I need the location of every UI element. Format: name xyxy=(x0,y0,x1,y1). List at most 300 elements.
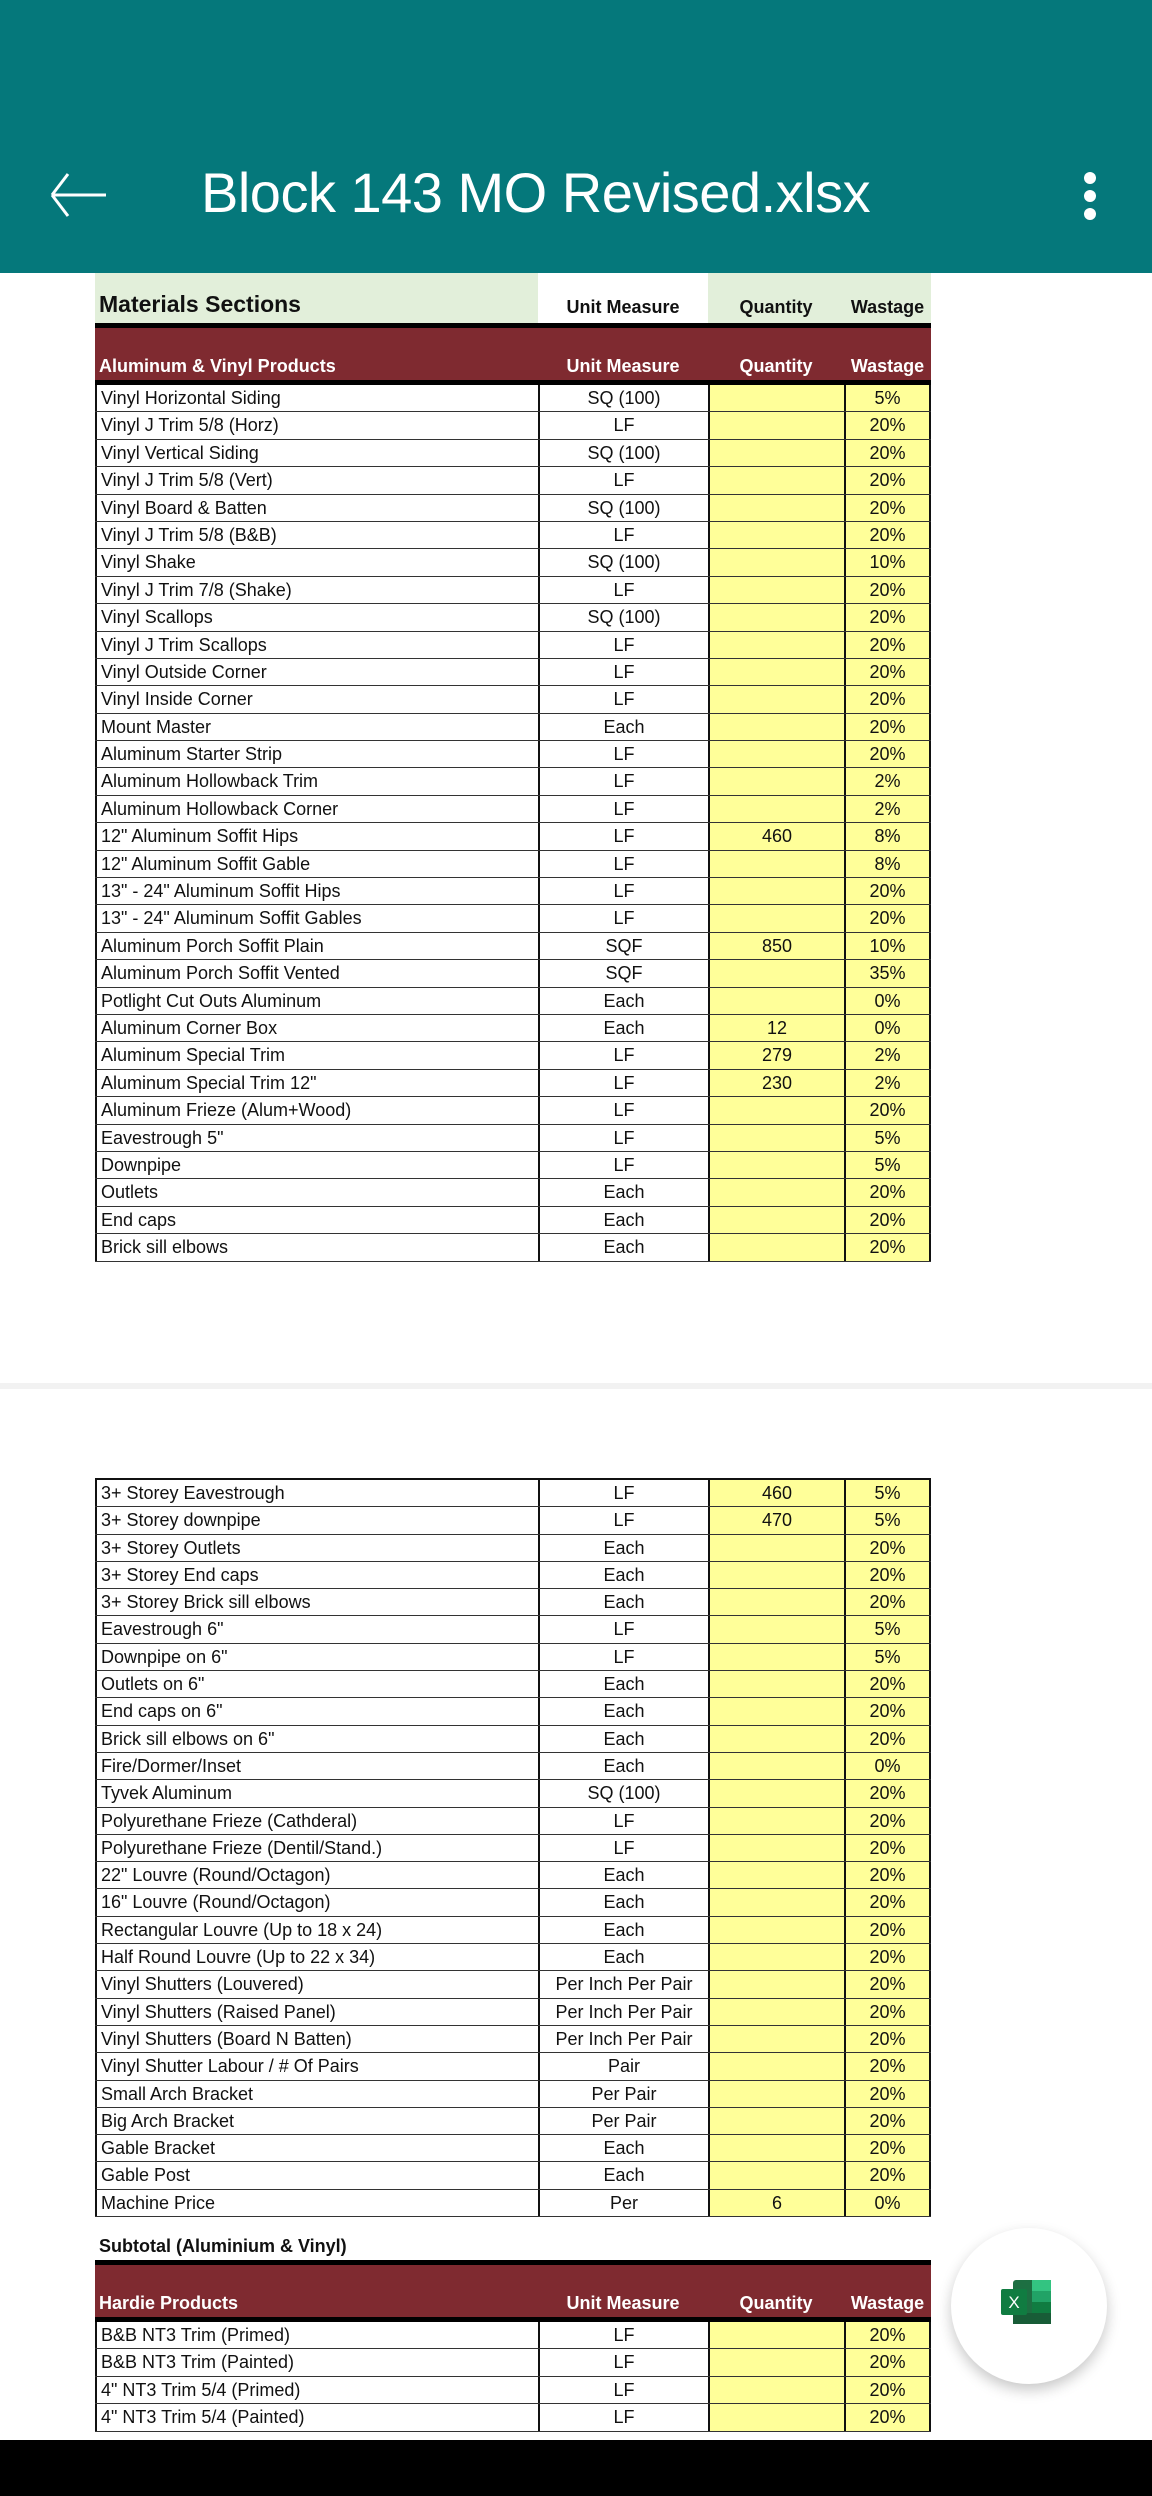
unit-cell[interactable]: SQF xyxy=(538,960,708,986)
table-row xyxy=(95,741,931,768)
wastage-cell[interactable]: 2% xyxy=(844,796,931,822)
quantity-cell[interactable] xyxy=(708,1097,844,1123)
unit-cell[interactable]: LF xyxy=(538,2404,708,2430)
item-cell[interactable]: Vinyl Vertical Siding xyxy=(95,440,538,466)
materials-sections-header xyxy=(95,273,931,323)
item-cell[interactable]: Aluminum Special Trim 12" xyxy=(95,1070,538,1096)
unit-cell[interactable]: Per Inch Per Pair xyxy=(538,1999,708,2025)
wastage-cell[interactable]: 20% xyxy=(844,2377,931,2403)
table-row xyxy=(95,467,931,494)
item-cell[interactable]: 3+ Storey Brick sill elbows xyxy=(95,1589,538,1615)
wastage-cell[interactable]: 20% xyxy=(844,878,931,904)
wastage-cell[interactable]: 20% xyxy=(844,2081,931,2107)
item-cell[interactable]: Vinyl J Trim 5/8 (B&B) xyxy=(95,522,538,548)
quantity-cell[interactable] xyxy=(708,2135,844,2161)
unit-cell[interactable]: LF xyxy=(538,1097,708,1123)
quantity-cell[interactable]: 470 xyxy=(708,1507,844,1533)
quantity-cell[interactable] xyxy=(708,1753,844,1779)
item-cell[interactable]: Vinyl Shutter Labour / # Of Pairs xyxy=(95,2053,538,2079)
unit-cell[interactable]: Each xyxy=(538,1562,708,1588)
wastage-cell[interactable]: 5% xyxy=(844,1125,931,1151)
item-cell[interactable]: 13" - 24" Aluminum Soffit Hips xyxy=(95,878,538,904)
item-cell[interactable]: B&B NT3 Trim (Painted) xyxy=(95,2349,538,2375)
quantity-cell[interactable] xyxy=(708,412,844,438)
unit-cell[interactable]: Each xyxy=(538,1917,708,1943)
item-cell[interactable]: 3+ Storey Eavestrough xyxy=(95,1480,538,1506)
quantity-cell[interactable] xyxy=(708,604,844,630)
wastage-cell[interactable]: 0% xyxy=(844,2190,931,2216)
unit-cell[interactable]: LF xyxy=(538,768,708,794)
table-row xyxy=(95,1125,931,1152)
wastage-cell[interactable]: 20% xyxy=(844,2404,931,2430)
item-cell[interactable]: Aluminum Frieze (Alum+Wood) xyxy=(95,1097,538,1123)
wastage-cell[interactable]: 20% xyxy=(844,2349,931,2375)
quantity-cell[interactable]: 850 xyxy=(708,933,844,959)
item-cell[interactable]: B&B NT3 Trim (Primed) xyxy=(95,2322,538,2348)
quantity-cell[interactable] xyxy=(708,1917,844,1943)
item-cell[interactable]: Brick sill elbows xyxy=(95,1234,538,1260)
table-row xyxy=(95,1070,931,1097)
wastage-cell[interactable]: 20% xyxy=(844,604,931,630)
table-row xyxy=(95,1862,931,1889)
item-cell[interactable]: Vinyl J Trim 7/8 (Shake) xyxy=(95,577,538,603)
quantity-cell[interactable] xyxy=(708,686,844,712)
wastage-cell[interactable]: 20% xyxy=(844,2135,931,2161)
item-cell[interactable]: Aluminum Hollowback Trim xyxy=(95,768,538,794)
unit-cell[interactable]: Each xyxy=(538,714,708,740)
wastage-cell[interactable]: 20% xyxy=(844,2108,931,2134)
item-cell[interactable]: Aluminum Porch Soffit Vented xyxy=(95,960,538,986)
unit-cell[interactable]: Each xyxy=(538,1671,708,1697)
unit-cell[interactable]: LF xyxy=(538,659,708,685)
quantity-cell[interactable] xyxy=(708,1207,844,1233)
wastage-cell[interactable]: 8% xyxy=(844,851,931,877)
wastage-cell[interactable]: 2% xyxy=(844,1070,931,1096)
quantity-cell[interactable] xyxy=(708,2026,844,2052)
wastage-cell[interactable]: 5% xyxy=(844,1480,931,1506)
wastage-cell[interactable]: 20% xyxy=(844,440,931,466)
item-cell[interactable]: Vinyl Horizontal Siding xyxy=(95,385,538,411)
item-cell[interactable]: Polyurethane Frieze (Cathderal) xyxy=(95,1808,538,1834)
unit-cell[interactable]: LF xyxy=(538,1835,708,1861)
unit-cell[interactable]: LF xyxy=(538,522,708,548)
unit-cell[interactable]: Each xyxy=(538,2135,708,2161)
unit-cell[interactable]: LF xyxy=(538,796,708,822)
wastage-cell[interactable]: 20% xyxy=(844,1808,931,1834)
item-cell[interactable]: Gable Bracket xyxy=(95,2135,538,2161)
quantity-cell[interactable] xyxy=(708,2377,844,2403)
table-row xyxy=(95,1944,931,1971)
wastage-cell[interactable]: 5% xyxy=(844,1152,931,1178)
unit-cell[interactable]: LF xyxy=(538,1808,708,1834)
item-cell[interactable]: Brick sill elbows on 6" xyxy=(95,1726,538,1752)
unit-cell[interactable]: Each xyxy=(538,1234,708,1260)
item-cell[interactable]: 12" Aluminum Soffit Hips xyxy=(95,823,538,849)
unit-cell[interactable]: LF xyxy=(538,467,708,493)
unit-cell[interactable]: LF xyxy=(538,1125,708,1151)
quantity-cell[interactable] xyxy=(708,1944,844,1970)
item-cell[interactable]: Rectangular Louvre (Up to 18 x 24) xyxy=(95,1917,538,1943)
wastage-cell[interactable]: 20% xyxy=(844,412,931,438)
item-cell[interactable]: Machine Price xyxy=(95,2190,538,2216)
quantity-cell[interactable] xyxy=(708,1808,844,1834)
quantity-cell[interactable] xyxy=(708,988,844,1014)
unit-cell[interactable]: Each xyxy=(538,1862,708,1888)
unit-cell[interactable]: Per Pair xyxy=(538,2081,708,2107)
table-row xyxy=(95,851,931,878)
item-cell[interactable]: 13" - 24" Aluminum Soffit Gables xyxy=(95,905,538,931)
item-cell[interactable]: Aluminum Porch Soffit Plain xyxy=(95,933,538,959)
unit-cell[interactable]: SQ (100) xyxy=(538,385,708,411)
quantity-cell[interactable] xyxy=(708,714,844,740)
wastage-cell[interactable]: 20% xyxy=(844,1179,931,1205)
wastage-cell[interactable]: 20% xyxy=(844,741,931,767)
wastage-cell[interactable]: 20% xyxy=(844,1835,931,1861)
item-cell[interactable]: Vinyl Scallops xyxy=(95,604,538,630)
item-cell[interactable]: 4" NT3 Trim 5/4 (Painted) xyxy=(95,2404,538,2430)
unit-cell[interactable]: LF xyxy=(538,1480,708,1506)
table-row xyxy=(95,1562,931,1589)
item-cell[interactable]: Eavestrough 5" xyxy=(95,1125,538,1151)
aluminum-vinyl-table-continued xyxy=(95,1478,931,2217)
item-cell[interactable]: Eavestrough 6" xyxy=(95,1616,538,1642)
item-cell[interactable]: Gable Post xyxy=(95,2162,538,2188)
unit-cell[interactable]: LF xyxy=(538,878,708,904)
wastage-cell[interactable]: 20% xyxy=(844,1535,931,1561)
item-cell[interactable]: Vinyl Shutters (Raised Panel) xyxy=(95,1999,538,2025)
quantity-cell[interactable] xyxy=(708,1726,844,1752)
unit-cell[interactable]: Pair xyxy=(538,2053,708,2079)
quantity-cell[interactable] xyxy=(708,1616,844,1642)
table-row xyxy=(95,412,931,439)
table-row xyxy=(95,1097,931,1124)
item-cell[interactable]: Downpipe on 6" xyxy=(95,1644,538,1670)
unit-cell[interactable]: LF xyxy=(538,2322,708,2348)
item-cell[interactable]: Half Round Louvre (Up to 22 x 34) xyxy=(95,1944,538,1970)
back-button[interactable] xyxy=(48,170,110,220)
quantity-cell[interactable]: 460 xyxy=(708,1480,844,1506)
table-row xyxy=(95,1589,931,1616)
quantity-cell[interactable] xyxy=(708,2053,844,2079)
quantity-cell[interactable] xyxy=(708,1179,844,1205)
quantity-cell[interactable] xyxy=(708,2349,844,2375)
wastage-cell[interactable]: 20% xyxy=(844,1562,931,1588)
wastage-cell[interactable]: 20% xyxy=(844,1698,931,1724)
quantity-cell[interactable] xyxy=(708,1562,844,1588)
unit-cell[interactable]: LF xyxy=(538,1152,708,1178)
header-quantity: Quantity xyxy=(739,297,813,317)
wastage-cell[interactable]: 20% xyxy=(844,714,931,740)
quantity-cell[interactable] xyxy=(708,796,844,822)
wastage-cell[interactable]: 2% xyxy=(844,1042,931,1068)
unit-cell[interactable]: Each xyxy=(538,1726,708,1752)
item-cell[interactable]: Big Arch Bracket xyxy=(95,2108,538,2134)
item-cell[interactable]: 16" Louvre (Round/Octagon) xyxy=(95,1889,538,1915)
quantity-cell[interactable] xyxy=(708,2162,844,2188)
table-row xyxy=(95,495,931,522)
quantity-cell[interactable] xyxy=(708,1671,844,1697)
unit-cell[interactable]: SQF xyxy=(538,933,708,959)
wastage-cell[interactable]: 0% xyxy=(844,988,931,1014)
item-cell[interactable]: End caps xyxy=(95,1207,538,1233)
wastage-cell[interactable]: 20% xyxy=(844,1889,931,1915)
quantity-cell[interactable] xyxy=(708,1780,844,1806)
table-row xyxy=(95,1698,931,1725)
wastage-cell[interactable]: 20% xyxy=(844,1999,931,2025)
svg-text:X: X xyxy=(1008,2293,1020,2312)
table-row xyxy=(95,1152,931,1179)
document-title: Block 143 MO Revised.xlsx xyxy=(201,161,871,224)
quantity-cell[interactable] xyxy=(708,1589,844,1615)
quantity-cell[interactable] xyxy=(708,1234,844,1260)
wastage-cell[interactable]: 2% xyxy=(844,768,931,794)
unit-cell[interactable]: LF xyxy=(538,412,708,438)
unit-cell[interactable]: Each xyxy=(538,1889,708,1915)
item-cell[interactable]: 4" NT3 Trim 5/4 (Primed) xyxy=(95,2377,538,2403)
wastage-cell[interactable]: 20% xyxy=(844,1862,931,1888)
wastage-cell[interactable]: 20% xyxy=(844,1589,931,1615)
quantity-cell[interactable] xyxy=(708,2081,844,2107)
wastage-cell[interactable]: 20% xyxy=(844,1944,931,1970)
wastage-cell[interactable]: 10% xyxy=(844,933,931,959)
unit-cell[interactable]: Each xyxy=(538,1753,708,1779)
section-unit-measure: Unit Measure xyxy=(566,356,680,376)
table-row xyxy=(95,1917,931,1944)
wastage-cell[interactable]: 5% xyxy=(844,1644,931,1670)
unit-cell[interactable]: LF xyxy=(538,1070,708,1096)
item-cell[interactable]: Outlets xyxy=(95,1179,538,1205)
item-cell[interactable]: Vinyl J Trim 5/8 (Vert) xyxy=(95,467,538,493)
item-cell[interactable]: Fire/Dormer/Inset xyxy=(95,1753,538,1779)
quantity-cell[interactable] xyxy=(708,1889,844,1915)
unit-cell[interactable]: SQ (100) xyxy=(538,495,708,521)
item-cell[interactable]: 3+ Storey downpipe xyxy=(95,1507,538,1533)
wastage-cell[interactable]: 8% xyxy=(844,823,931,849)
table-row xyxy=(95,1780,931,1807)
item-cell[interactable]: 12" Aluminum Soffit Gable xyxy=(95,851,538,877)
quantity-cell[interactable] xyxy=(708,2108,844,2134)
unit-cell[interactable]: LF xyxy=(538,1042,708,1068)
wastage-cell[interactable]: 0% xyxy=(844,1015,931,1041)
subtotal-label: Subtotal (Aluminium & Vinyl) xyxy=(99,2236,347,2256)
wastage-cell[interactable]: 20% xyxy=(844,1207,931,1233)
item-cell[interactable]: Vinyl J Trim Scallops xyxy=(95,632,538,658)
unit-cell[interactable]: Per xyxy=(538,2190,708,2216)
quantity-cell[interactable] xyxy=(708,1999,844,2025)
table-row xyxy=(95,988,931,1015)
item-cell[interactable]: 3+ Storey Outlets xyxy=(95,1535,538,1561)
wastage-cell[interactable]: 10% xyxy=(844,549,931,575)
wastage-cell[interactable]: 20% xyxy=(844,905,931,931)
quantity-cell[interactable] xyxy=(708,878,844,904)
table-row xyxy=(95,823,931,850)
wastage-cell[interactable]: 20% xyxy=(844,467,931,493)
table-row xyxy=(95,440,931,467)
wastage-cell[interactable]: 20% xyxy=(844,1726,931,1752)
wastage-cell[interactable]: 20% xyxy=(844,2053,931,2079)
unit-cell[interactable]: Each xyxy=(538,1589,708,1615)
item-cell[interactable]: Downpipe xyxy=(95,1152,538,1178)
item-cell[interactable]: Aluminum Hollowback Corner xyxy=(95,796,538,822)
unit-cell[interactable]: Each xyxy=(538,2162,708,2188)
app-bar xyxy=(0,0,1152,273)
unit-cell[interactable]: Per Pair xyxy=(538,2108,708,2134)
quantity-cell[interactable] xyxy=(708,522,844,548)
unit-cell[interactable]: LF xyxy=(538,851,708,877)
table-row xyxy=(95,1015,931,1042)
quantity-cell[interactable] xyxy=(708,1862,844,1888)
quantity-cell[interactable] xyxy=(708,905,844,931)
wastage-cell[interactable]: 35% xyxy=(844,960,931,986)
wastage-cell[interactable]: 20% xyxy=(844,2026,931,2052)
unit-cell[interactable]: LF xyxy=(538,686,708,712)
system-navigation-bar xyxy=(0,2440,1152,2496)
quantity-cell[interactable] xyxy=(708,549,844,575)
wastage-cell[interactable]: 20% xyxy=(844,1971,931,1997)
wastage-cell[interactable]: 20% xyxy=(844,632,931,658)
table-row xyxy=(95,1507,931,1534)
unit-cell[interactable]: Each xyxy=(538,1535,708,1561)
quantity-cell[interactable] xyxy=(708,467,844,493)
quantity-cell[interactable] xyxy=(708,768,844,794)
unit-cell[interactable]: LF xyxy=(538,823,708,849)
item-cell[interactable]: Vinyl Inside Corner xyxy=(95,686,538,712)
unit-cell[interactable]: LF xyxy=(538,632,708,658)
table-row xyxy=(95,522,931,549)
quantity-cell[interactable] xyxy=(708,659,844,685)
wastage-cell[interactable]: 5% xyxy=(844,1507,931,1533)
item-cell[interactable]: 22" Louvre (Round/Octagon) xyxy=(95,1862,538,1888)
table-row xyxy=(95,768,931,795)
section-title: Hardie Products xyxy=(99,2293,239,2313)
header-wastage: Wastage xyxy=(850,297,925,317)
table-row xyxy=(95,2108,931,2135)
quantity-cell[interactable]: 279 xyxy=(708,1042,844,1068)
quantity-cell[interactable] xyxy=(708,1152,844,1178)
item-cell[interactable]: Vinyl Board & Batten xyxy=(95,495,538,521)
item-cell[interactable]: Mount Master xyxy=(95,714,538,740)
unit-cell[interactable]: Each xyxy=(538,1698,708,1724)
arrow-left-icon xyxy=(48,170,110,220)
quantity-cell[interactable] xyxy=(708,1535,844,1561)
wastage-cell[interactable]: 0% xyxy=(844,1753,931,1779)
item-cell[interactable]: Vinyl Shake xyxy=(95,549,538,575)
table-row xyxy=(95,2190,931,2217)
quantity-cell[interactable] xyxy=(708,495,844,521)
quantity-cell[interactable] xyxy=(708,632,844,658)
unit-cell[interactable]: SQ (100) xyxy=(538,1780,708,1806)
quantity-cell[interactable] xyxy=(708,741,844,767)
section-header-hardie xyxy=(95,2265,931,2317)
item-cell[interactable]: Vinyl Shutters (Board N Batten) xyxy=(95,2026,538,2052)
section-quantity: Quantity xyxy=(739,356,813,376)
unit-cell[interactable]: Each xyxy=(538,1207,708,1233)
unit-cell[interactable]: SQ (100) xyxy=(538,604,708,630)
item-cell[interactable]: Aluminum Starter Strip xyxy=(95,741,538,767)
quantity-cell[interactable] xyxy=(708,1971,844,1997)
wastage-cell[interactable]: 20% xyxy=(844,659,931,685)
table-row xyxy=(95,905,931,932)
wastage-cell[interactable]: 20% xyxy=(844,1780,931,1806)
wastage-cell[interactable]: 20% xyxy=(844,522,931,548)
quantity-cell[interactable] xyxy=(708,385,844,411)
quantity-cell[interactable]: 230 xyxy=(708,1070,844,1096)
item-cell[interactable]: Potlight Cut Outs Aluminum xyxy=(95,988,538,1014)
wastage-cell[interactable]: 20% xyxy=(844,2322,931,2348)
unit-cell[interactable]: LF xyxy=(538,1507,708,1533)
unit-cell[interactable]: SQ (100) xyxy=(538,440,708,466)
table-row xyxy=(95,2377,931,2404)
quantity-cell[interactable] xyxy=(708,960,844,986)
open-in-excel-button[interactable] xyxy=(951,2228,1107,2384)
unit-cell[interactable]: Per Inch Per Pair xyxy=(538,2026,708,2052)
item-cell[interactable]: End caps on 6" xyxy=(95,1698,538,1724)
item-cell[interactable]: Small Arch Bracket xyxy=(95,2081,538,2107)
wastage-cell[interactable]: 5% xyxy=(844,385,931,411)
unit-cell[interactable]: SQ (100) xyxy=(538,549,708,575)
quantity-cell[interactable]: 12 xyxy=(708,1015,844,1041)
item-cell[interactable]: Aluminum Special Trim xyxy=(95,1042,538,1068)
unit-cell[interactable]: LF xyxy=(538,905,708,931)
quantity-cell[interactable] xyxy=(708,1125,844,1151)
wastage-cell[interactable]: 20% xyxy=(844,577,931,603)
quantity-cell[interactable] xyxy=(708,2322,844,2348)
table-row xyxy=(95,1971,931,1998)
quantity-cell[interactable]: 460 xyxy=(708,823,844,849)
quantity-cell[interactable] xyxy=(708,577,844,603)
item-cell[interactable]: Aluminum Corner Box xyxy=(95,1015,538,1041)
quantity-cell[interactable] xyxy=(708,440,844,466)
item-cell[interactable]: Outlets on 6" xyxy=(95,1671,538,1697)
unit-cell[interactable]: LF xyxy=(538,1616,708,1642)
unit-cell[interactable]: LF xyxy=(538,1644,708,1670)
unit-cell[interactable]: Per Inch Per Pair xyxy=(538,1971,708,1997)
wastage-cell[interactable]: 20% xyxy=(844,2162,931,2188)
wastage-cell[interactable]: 20% xyxy=(844,686,931,712)
table-row xyxy=(95,1889,931,1916)
quantity-cell[interactable] xyxy=(708,1644,844,1670)
item-cell[interactable]: Vinyl Outside Corner xyxy=(95,659,538,685)
section-wastage: Wastage xyxy=(850,356,925,376)
quantity-cell[interactable] xyxy=(708,851,844,877)
unit-cell[interactable]: LF xyxy=(538,2377,708,2403)
wastage-cell[interactable]: 20% xyxy=(844,1097,931,1123)
materials-sections-label: Materials Sections xyxy=(99,291,301,317)
wastage-cell[interactable]: 20% xyxy=(844,1671,931,1697)
unit-cell[interactable]: LF xyxy=(538,741,708,767)
item-cell[interactable]: Polyurethane Frieze (Dentil/Stand.) xyxy=(95,1835,538,1861)
wastage-cell[interactable]: 5% xyxy=(844,1616,931,1642)
more-options-button[interactable] xyxy=(1070,168,1110,224)
unit-cell[interactable]: Each xyxy=(538,1015,708,1041)
unit-cell[interactable]: LF xyxy=(538,577,708,603)
unit-cell[interactable]: LF xyxy=(538,2349,708,2375)
item-cell[interactable]: Tyvek Aluminum xyxy=(95,1780,538,1806)
unit-cell[interactable]: Each xyxy=(538,1944,708,1970)
quantity-cell[interactable] xyxy=(708,1835,844,1861)
unit-cell[interactable]: Each xyxy=(538,1179,708,1205)
item-cell[interactable]: 3+ Storey End caps xyxy=(95,1562,538,1588)
item-cell[interactable]: Vinyl Shutters (Louvered) xyxy=(95,1971,538,1997)
unit-cell[interactable]: Each xyxy=(538,988,708,1014)
quantity-cell[interactable] xyxy=(708,2404,844,2430)
quantity-cell[interactable] xyxy=(708,1698,844,1724)
item-cell[interactable]: Vinyl J Trim 5/8 (Horz) xyxy=(95,412,538,438)
wastage-cell[interactable]: 20% xyxy=(844,495,931,521)
wastage-cell[interactable]: 20% xyxy=(844,1917,931,1943)
quantity-cell[interactable]: 6 xyxy=(708,2190,844,2216)
wastage-cell[interactable]: 20% xyxy=(844,1234,931,1260)
